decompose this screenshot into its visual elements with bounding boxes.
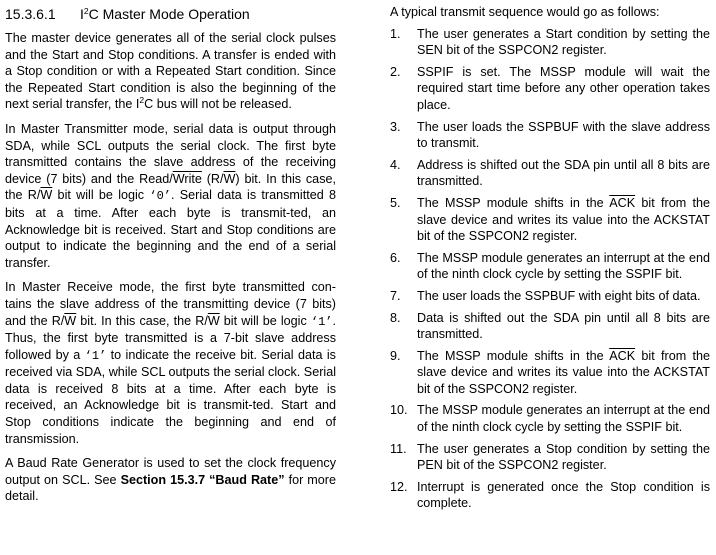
step-number: 3. — [390, 119, 401, 134]
sequence-step — [390, 288, 710, 305]
sequence-step — [390, 250, 710, 283]
sequence-step — [390, 195, 710, 245]
step-number: 9. — [390, 348, 401, 363]
transmit-sequence-list — [390, 26, 710, 512]
step-number: 11. — [390, 441, 407, 456]
step-text: The user generates a Start condition by setting the SEN bit of the SSPCON2 register. — [417, 26, 710, 58]
sequence-step — [390, 402, 710, 435]
step-number: 1. — [390, 26, 401, 41]
step-number: 4. — [390, 157, 401, 172]
section-heading — [5, 4, 336, 24]
paragraph-master-receive: In Master Receive mode, the first byte transmitted con-tains the slave address of the transmitting device (7 bits) and the $R/\overline{W}$ bit. In this case, the $R/\overline{W}$ bit will be logic ‘1’. Thus, the first byte transmitted is a 7-bit slave address followed by a ‘1’ to indicate the receive bit. Serial data is received via SDA, while SCL outputs the serial clock. Serial data is received 8 bits at a time. After each byte is received, an Acknowledge bit is transmit-ted. Start and Stop conditions indicate the beginning and end of transmission. — [5, 280, 336, 446]
step-number: 12. — [390, 479, 408, 494]
sequence-step — [390, 26, 710, 59]
step-number: 6. — [390, 250, 401, 265]
paragraph-master-transmitter: In Master Transmitter mode, serial data is output through SDA, while SCL outputs the serial clock. The first byte transmitted contains the slave address of the receiving device (7 bits) and the Read/Write $(R/\overline{W})$ bit. In this case, the $R/\overline{W}$ bit will be logic ‘0’. Serial data is transmitted 8 bits at a time. After each byte is transmit-ted, an Acknowledge bit is received. Start and Stop conditions are output to indicate the beginning and the end of a serial transfer. — [5, 121, 336, 270]
right-column — [390, 0, 710, 517]
step-text: The user loads the SSPBUF with the slave address to transmit. — [417, 119, 710, 151]
step-number: 10. — [390, 403, 408, 418]
sequence-step — [390, 64, 710, 114]
step-number: 7. — [390, 288, 401, 303]
step-number: 2. — [390, 64, 401, 79]
sequence-step — [390, 119, 710, 152]
sequence-step — [390, 479, 710, 512]
sequence-step — [390, 157, 710, 190]
step-text: SSPIF is set. The MSSP module will wait the required start time before any other operation takes place. — [417, 64, 710, 112]
section-title: $I^2C$ Master Mode Operation — [80, 6, 250, 22]
step-text: The MSSP module generates an interrupt at the end of the ninth clock cycle by setting the SSPIF bit. — [417, 403, 710, 435]
step-number: 8. — [390, 310, 401, 325]
section-reference-link: Section 15.3.7 “Baud Rate” — [120, 472, 285, 487]
section-number: 15.3.6.1 — [5, 6, 56, 22]
step-text: Address is shifted out the SDA pin until all 8 bits are transmitted. — [417, 157, 710, 189]
step-text: The MSSP module generates an interrupt at the end of the ninth clock cycle by setting the SSPIF bit. — [417, 250, 710, 282]
paragraph-master-overview: The master device generates all of the serial clock pulses and the Start and Stop conditions. A transfer is ended with a Stop condition or with a Repeated Start condition. Since the Repeated Start condition is also the beginning of the next serial transfer, the $I^2C$ bus will not be released. — [5, 31, 336, 112]
sequence-step — [390, 310, 710, 343]
step-text: Interrupt is generated once the Stop condition is complete. — [417, 479, 710, 511]
step-text: The user generates a Stop condition by setting the PEN bit of the SSPCON2 register. — [417, 441, 710, 473]
left-column — [5, 0, 336, 513]
sequence-step — [390, 348, 710, 398]
step-number: 5. — [390, 195, 401, 210]
step-text: Data is shifted out the SDA pin until all 8 bits are transmitted. — [417, 310, 710, 342]
step-text: The MSSP module shifts in the $\overline{ACK}$ bit from the slave device and writes its value into the ACKSTAT bit of the SSPCON2 register. — [417, 195, 710, 244]
paragraph-baud-rate: A Baud Rate Generator is used to set the clock frequency output on SCL. See Section 15.3.7 “Baud Rate” for more detail. — [5, 456, 337, 504]
sequence-step — [390, 441, 710, 474]
step-text: The user loads the SSPBUF with eight bits of data. — [417, 288, 701, 303]
step-text: The MSSP module shifts in the $\overline{ACK}$ bit from the slave device and writes its value into the ACKSTAT bit of the SSPCON2 register. — [417, 348, 710, 396]
sequence-intro: A typical transmit sequence would go as follows: — [390, 5, 660, 19]
